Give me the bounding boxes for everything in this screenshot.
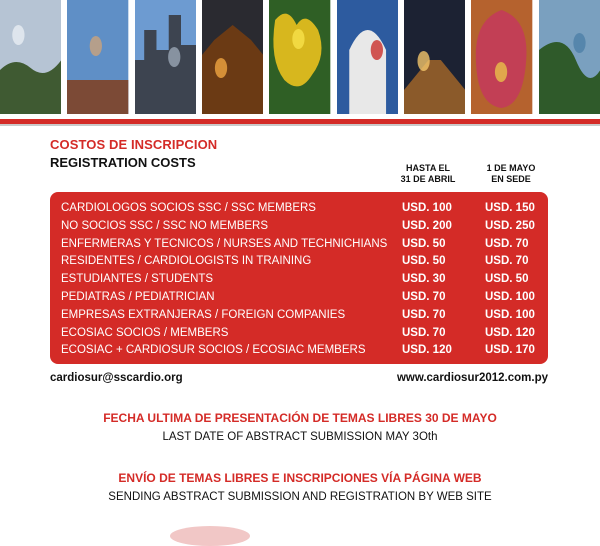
price-row-category: ECOSIAC SOCIOS / MEMBERS	[61, 326, 229, 339]
contact-email[interactable]: cardiosur@sscardio.org	[50, 372, 183, 384]
price-onsite: USD. 50	[485, 273, 529, 286]
price-row	[50, 217, 548, 235]
price-onsite: USD. 150	[485, 202, 535, 214]
price-row	[50, 199, 548, 217]
palace-night-photo	[202, 0, 263, 114]
column-header-early-line2: 31 DE ABRIL	[400, 174, 456, 184]
price-early: USD. 200	[402, 219, 452, 232]
deadline-notice-spanish: FECHA ULTIMA DE PRESENTACIÓN DE TEMAS LIBRES 30 DE MAYO	[103, 411, 497, 425]
price-onsite: USD. 70	[485, 237, 529, 250]
waterfall-photo	[0, 0, 61, 114]
section-title-spanish: COSTOS DE INSCRIPCION	[50, 137, 218, 152]
column-header-onsite	[471, 163, 551, 185]
price-row-category: RESIDENTES / CARDIOLOGISTS IN TRAINING	[61, 255, 312, 268]
price-row	[50, 270, 548, 288]
column-header-early-line1: HASTA EL	[406, 163, 450, 173]
price-onsite: USD. 100	[485, 308, 535, 321]
gray-divider	[0, 124, 600, 126]
price-onsite: USD. 120	[485, 326, 535, 339]
web-submission-notice-english: SENDING ABSTRACT SUBMISSION AND REGISTRATION BY WEB SITE	[108, 491, 492, 503]
price-early: USD. 70	[402, 326, 446, 339]
price-row-category: PEDIATRAS / PEDIATRICIAN	[61, 291, 215, 303]
white-government-building-photo	[337, 0, 398, 114]
church-dome-photo	[67, 0, 128, 114]
column-header-onsite-line1: 1 DE MAYO	[486, 163, 536, 173]
decorative-arc	[170, 526, 250, 546]
price-early: USD. 70	[402, 291, 446, 303]
night-street-photo	[404, 0, 465, 114]
photo-banner	[0, 0, 600, 114]
nanduti-lace-photo	[471, 0, 532, 114]
registration-price-table	[50, 192, 548, 364]
deadline-notice-english: LAST DATE OF ABSTRACT SUBMISSION MAY 3Oth	[162, 431, 438, 443]
price-row	[50, 252, 548, 270]
price-early: USD. 120	[402, 344, 452, 357]
price-row	[50, 235, 548, 253]
price-row-category: ESTUDIANTES / STUDENTS	[61, 273, 214, 286]
column-header-early	[388, 163, 468, 185]
city-skyline-photo	[135, 0, 196, 114]
yellow-flowers-photo	[269, 0, 330, 114]
price-row	[50, 288, 548, 306]
price-row-category: NO SOCIOS SSC / SSC NO MEMBERS	[61, 219, 269, 232]
price-onsite: USD. 170	[485, 344, 535, 357]
price-row	[50, 341, 548, 359]
price-row-category: CARDIOLOGOS SOCIOS SSC / SSC MEMBERS	[61, 202, 316, 214]
price-early: USD. 100	[402, 202, 452, 214]
price-onsite: USD. 100	[485, 291, 535, 303]
price-row	[50, 306, 548, 324]
price-row-category: ECOSIAC + CARDIOSUR SOCIOS / ECOSIAC MEMBERS	[61, 344, 366, 357]
price-onsite: USD. 250	[485, 219, 535, 232]
section-title-english: REGISTRATION COSTS	[50, 155, 196, 170]
price-early: USD. 50	[402, 237, 446, 250]
price-early: USD. 70	[402, 308, 446, 321]
column-header-onsite-line2: EN SEDE	[491, 174, 531, 184]
price-early: USD. 30	[402, 273, 446, 286]
river-aerial-photo	[539, 0, 600, 114]
price-row-category: ENFERMERAS Y TECNICOS / NURSES AND TECHNICHIANS	[61, 237, 388, 250]
web-submission-notice-spanish: ENVÍO DE TEMAS LIBRES E INSCRIPCIONES VÍA PÁGINA WEB	[118, 471, 482, 485]
price-early: USD. 50	[402, 255, 446, 268]
contact-website[interactable]: www.cardiosur2012.com.py	[396, 372, 548, 384]
price-row	[50, 324, 548, 342]
price-row-category: EMPRESAS EXTRANJERAS / FOREIGN COMPANIES	[61, 308, 346, 321]
price-onsite: USD. 70	[485, 255, 529, 268]
